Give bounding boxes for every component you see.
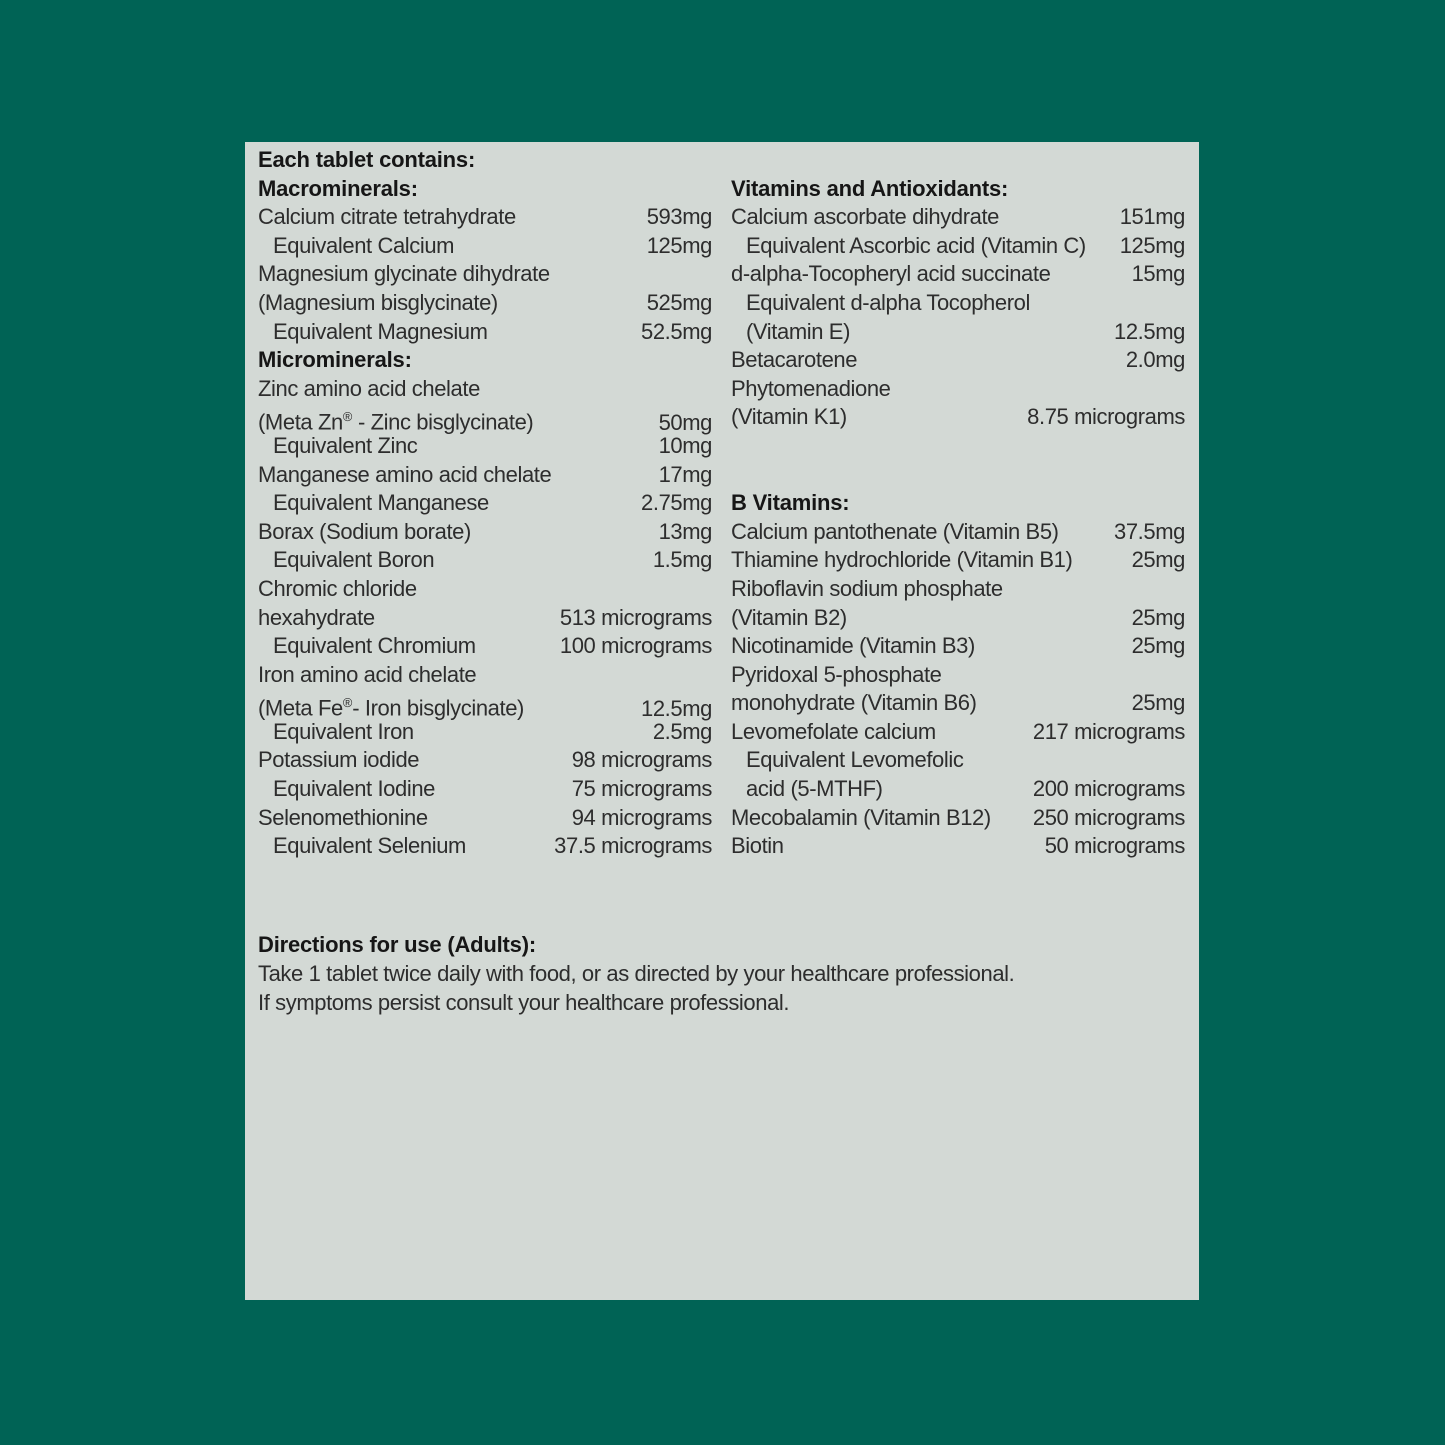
ingredient-row [731,461,1185,490]
ingredient-name: Equivalent Iron [273,718,414,744]
ingredients-left-column [258,146,712,861]
ingredient-amount: 50mg [658,409,712,435]
ingredient-row [258,489,712,518]
ingredient-amount: 37.5 micrograms [554,833,712,859]
ingredient-name: Equivalent Calcium [273,232,455,258]
ingredient-row [731,832,1185,861]
ingredient-amount: 25mg [1131,633,1185,659]
ingredient-name: Each tablet contains: [258,147,476,172]
ingredient-name: (Vitamin B2) [731,604,847,630]
ingredient-row [731,661,1185,690]
ingredient-amount: 151mg [1119,204,1185,230]
ingredient-row [258,661,712,690]
ingredient-row [258,432,712,461]
ingredient-row [731,604,1185,633]
ingredient-amount: 94 micrograms [571,804,712,830]
ingredient-amount: 525mg [646,289,712,315]
ingredient-name: Riboflavin sodium phosphate [731,575,1003,601]
ingredient-row [258,718,712,747]
ingredient-name: Betacarotene [731,347,858,373]
ingredient-name: Equivalent Selenium [273,833,466,859]
ingredient-name: Equivalent Levomefolic [746,747,964,773]
ingredient-name: Phytomenadione [731,375,891,401]
ingredient-row [258,775,712,804]
ingredient-name: Calcium pantothenate (Vitamin B5) [731,518,1059,544]
ingredient-row [731,203,1185,232]
ingredient-amount: 2.5mg [652,718,712,744]
ingredient-amount: 200 micrograms [1032,776,1185,802]
ingredient-row [258,403,712,435]
ingredient-row [731,575,1185,604]
ingredient-row [258,318,712,347]
ingredient-amount: 25mg [1131,547,1185,573]
ingredient-name: Equivalent Ascorbic acid (Vitamin C) [746,232,1086,258]
ingredient-amount: 13mg [658,518,712,544]
ingredient-row [258,832,712,861]
ingredient-name: Nicotinamide (Vitamin B3) [731,633,975,659]
ingredient-name: Equivalent Boron [273,547,435,573]
ingredient-name: Borax (Sodium borate) [258,518,471,544]
ingredient-name: Biotin [731,833,784,859]
ingredient-name: Levomefolate calcium [731,718,936,744]
ingredient-row [731,432,1185,461]
ingredient-name: Potassium iodide [258,747,420,773]
ingredient-row [258,575,712,604]
ingredients-label-panel [245,142,1199,1300]
ingredient-name: Zinc amino acid chelate [258,375,480,401]
ingredient-amount: 52.5mg [641,318,712,344]
ingredient-amount: 75 micrograms [571,776,712,802]
ingredient-amount: 513 micrograms [559,604,712,630]
ingredient-name: (Meta Zn® - Zinc bisglycinate) [258,409,534,435]
ingredients-columns [258,146,1199,861]
ingredient-name: Magnesium glycinate dihydrate [258,261,550,287]
ingredient-row [731,804,1185,833]
ingredient-name: Iron amino acid chelate [258,661,477,687]
ingredient-name: Pyridoxal 5-phosphate [731,661,942,687]
ingredient-name: Macrominerals: [258,175,418,201]
ingredient-amount: 8.75 micrograms [1027,404,1185,430]
ingredient-amount: 37.5mg [1114,518,1185,544]
ingredient-row [731,232,1185,261]
ingredient-amount: 217 micrograms [1032,718,1185,744]
ingredient-row [731,260,1185,289]
ingredient-amount: 10mg [658,432,712,458]
ingredient-name: Calcium ascorbate dihydrate [731,204,1000,230]
ingredient-row [731,175,1185,204]
ingredient-name: Thiamine hydrochloride (Vitamin B1) [731,547,1073,573]
ingredient-amount: 2.75mg [641,490,712,516]
ingredient-amount: 25mg [1131,604,1185,630]
ingredient-row [258,260,712,289]
ingredient-name: hexahydrate [258,604,375,630]
ingredient-amount: 1.5mg [652,547,712,573]
ingredient-row [258,632,712,661]
ingredient-row [258,546,712,575]
ingredient-row [258,461,712,490]
ingredient-row [258,375,712,404]
ingredient-row [258,604,712,633]
ingredient-amount: 15mg [1131,261,1185,287]
ingredient-amount: 12.5mg [1114,318,1185,344]
ingredient-name: Microminerals: [258,347,412,373]
ingredient-amount: 17mg [658,461,712,487]
ingredient-amount: 100 micrograms [559,633,712,659]
ingredient-row [731,289,1185,318]
ingredient-name: Chromic chloride [258,575,417,601]
directions-section [258,930,1199,1017]
ingredient-name: Equivalent Magnesium [273,318,488,344]
directions-line: Take 1 tablet twice daily with food, or as directed by your healthcare professional. [258,960,1015,986]
ingredient-name: Equivalent Manganese [273,490,489,516]
ingredient-amount: 125mg [646,232,712,258]
ingredient-row [731,146,1185,175]
ingredient-row [731,375,1185,404]
directions-heading: Directions for use (Adults): [258,931,536,957]
ingredient-row [731,518,1185,547]
ingredient-row [731,346,1185,375]
ingredient-name: d-alpha-Tocopheryl acid succinate [731,261,1051,287]
ingredient-row [258,232,712,261]
ingredient-row [258,346,712,375]
ingredient-amount: 25mg [1131,690,1185,716]
ingredient-amount: 2.0mg [1125,347,1185,373]
ingredient-name: Equivalent Iodine [273,776,435,802]
ingredient-name: (Vitamin E) [746,318,850,344]
ingredient-name: Calcium citrate tetrahydrate [258,204,516,230]
ingredient-row [731,403,1185,432]
ingredient-amount: 98 micrograms [571,747,712,773]
ingredient-name: Equivalent Chromium [273,633,476,659]
ingredient-row [731,546,1185,575]
ingredient-row [258,289,712,318]
ingredient-row [731,689,1185,718]
ingredient-name: B Vitamins: [731,490,850,516]
ingredient-row [731,718,1185,747]
ingredients-right-column [731,146,1185,861]
ingredient-amount: 593mg [646,204,712,230]
ingredient-row [258,203,712,232]
ingredient-row [731,775,1185,804]
ingredient-name: (Magnesium bisglycinate) [258,289,498,315]
ingredient-row [258,175,712,204]
ingredient-amount: 50 micrograms [1044,833,1185,859]
ingredient-name: (Meta Fe®- Iron bisglycinate) [258,695,524,721]
ingredient-name: Manganese amino acid chelate [258,461,552,487]
ingredient-row [731,318,1185,347]
ingredient-row [258,804,712,833]
ingredient-row [258,518,712,547]
ingredient-amount: 250 micrograms [1032,804,1185,830]
ingredient-name: (Vitamin K1) [731,404,847,430]
directions-line: If symptoms persist consult your healthcare professional. [258,989,790,1015]
ingredient-row [258,746,712,775]
ingredient-name: Equivalent Zinc [273,432,418,458]
ingredient-row [258,146,712,175]
ingredient-amount: 12.5mg [641,695,712,721]
ingredient-name: monohydrate (Vitamin B6) [731,690,977,716]
ingredient-name: Mecobalamin (Vitamin B12) [731,804,991,830]
ingredient-row [731,746,1185,775]
ingredient-name: Selenomethionine [258,804,428,830]
ingredient-name: Equivalent d-alpha Tocopherol [746,289,1030,315]
ingredient-name: Vitamins and Antioxidants: [731,175,1009,201]
ingredient-name: acid (5-MTHF) [746,776,883,802]
ingredient-row [731,632,1185,661]
ingredient-row [731,489,1185,518]
ingredient-amount: 125mg [1119,232,1185,258]
ingredient-row [258,689,712,721]
